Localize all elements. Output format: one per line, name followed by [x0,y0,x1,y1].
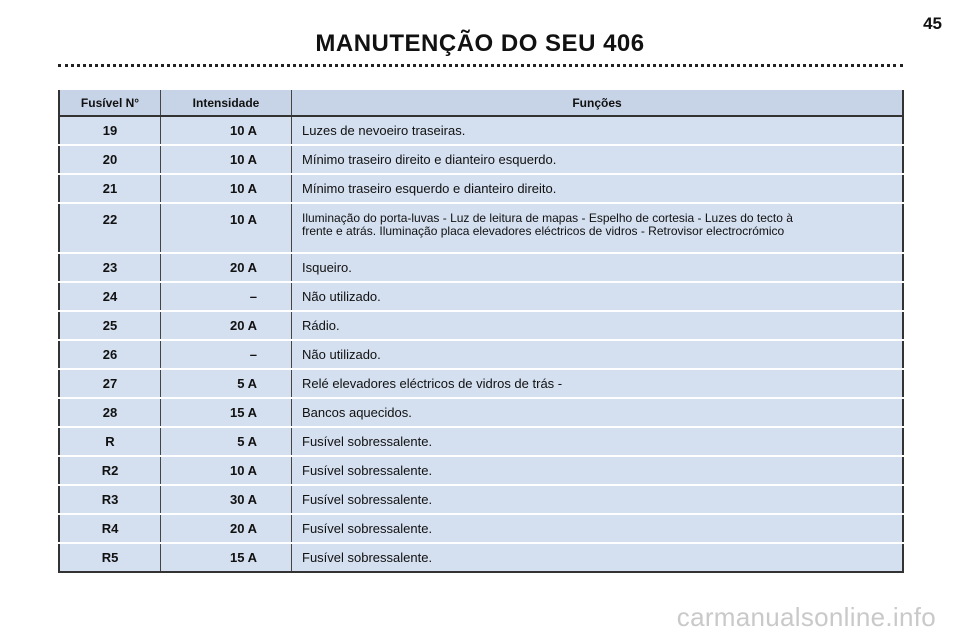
title-divider [58,64,903,67]
fuse-number: R4 [59,514,161,543]
fuse-number: 22 [59,203,161,253]
fuse-number: 23 [59,253,161,282]
table-row [59,543,903,572]
table-row [59,514,903,543]
table-row [59,145,903,174]
fuse-intensity: 15 A [161,543,292,572]
fuse-number: 25 [59,311,161,340]
fuse-intensity: – [161,282,292,311]
table-row [59,485,903,514]
fuse-intensity: 10 A [161,456,292,485]
fuse-number: 26 [59,340,161,369]
fuse-function: Luzes de nevoeiro traseiras. [292,116,904,145]
table-row [59,427,903,456]
fuse-function: Mínimo traseiro direito e dianteiro esquerdo. [292,145,904,174]
fuse-intensity: 10 A [161,116,292,145]
fuse-number: 27 [59,369,161,398]
fuse-number: 24 [59,282,161,311]
fuse-number: R3 [59,485,161,514]
table-row [59,116,903,145]
fuse-number: 21 [59,174,161,203]
table-row [59,311,903,340]
fuse-function: Não utilizado. [292,282,904,311]
table-row [59,340,903,369]
fuse-intensity: 20 A [161,514,292,543]
fuse-function: Não utilizado. [292,340,904,369]
header-intensity: Intensidade [161,90,292,116]
page-title: MANUTENÇÃO DO SEU 406 [315,30,645,57]
fuse-number: R2 [59,456,161,485]
fuse-function: Isqueiro. [292,253,904,282]
page-number: 45 [923,14,942,33]
fuse-function-line: Iluminação do porta-luvas - Luz de leitura de mapas - Espelho de cortesia - Luzes do tecto à [302,211,793,225]
fuse-number: 28 [59,398,161,427]
fuse-intensity: 10 A [161,203,292,253]
table-row [59,456,903,485]
fuse-number: R5 [59,543,161,572]
fuse-intensity: 5 A [161,369,292,398]
fuse-intensity: 20 A [161,253,292,282]
table-row [59,253,903,282]
fuse-number: 19 [59,116,161,145]
fuse-intensity: 20 A [161,311,292,340]
fuse-intensity: 5 A [161,427,292,456]
header-fuse-number: Fusível N° [59,90,161,116]
fuse-function: Rádio. [292,311,904,340]
fuse-intensity: 30 A [161,485,292,514]
fuse-function: Fusível sobressalente. [292,485,904,514]
table-row [59,203,903,253]
table-header-row [59,90,903,116]
fuse-number: R [59,427,161,456]
fuse-function: Fusível sobressalente. [292,514,904,543]
fuse-intensity: 15 A [161,398,292,427]
fuse-number: 20 [59,145,161,174]
table-row [59,282,903,311]
fuse-function [292,203,904,253]
fuse-function: Fusível sobressalente. [292,456,904,485]
table-row [59,398,903,427]
fuse-function: Relé elevadores eléctricos de vidros de trás - [292,369,904,398]
table-row [59,174,903,203]
fuse-function: Mínimo traseiro esquerdo e dianteiro direito. [292,174,904,203]
fuse-table [58,90,904,573]
fuse-function: Fusível sobressalente. [292,427,904,456]
fuse-function-line: frente e atrás. Iluminação placa elevadores eléctricos de vidros - Retrovisor electrocrómico [302,224,785,238]
fuse-intensity: – [161,340,292,369]
fuse-function: Fusível sobressalente. [292,543,904,572]
table-row [59,369,903,398]
header-functions: Funções [292,90,904,116]
fuse-function: Bancos aquecidos. [292,398,904,427]
fuse-intensity: 10 A [161,145,292,174]
fuse-intensity: 10 A [161,174,292,203]
watermark: carmanualsonline.info [676,602,936,632]
